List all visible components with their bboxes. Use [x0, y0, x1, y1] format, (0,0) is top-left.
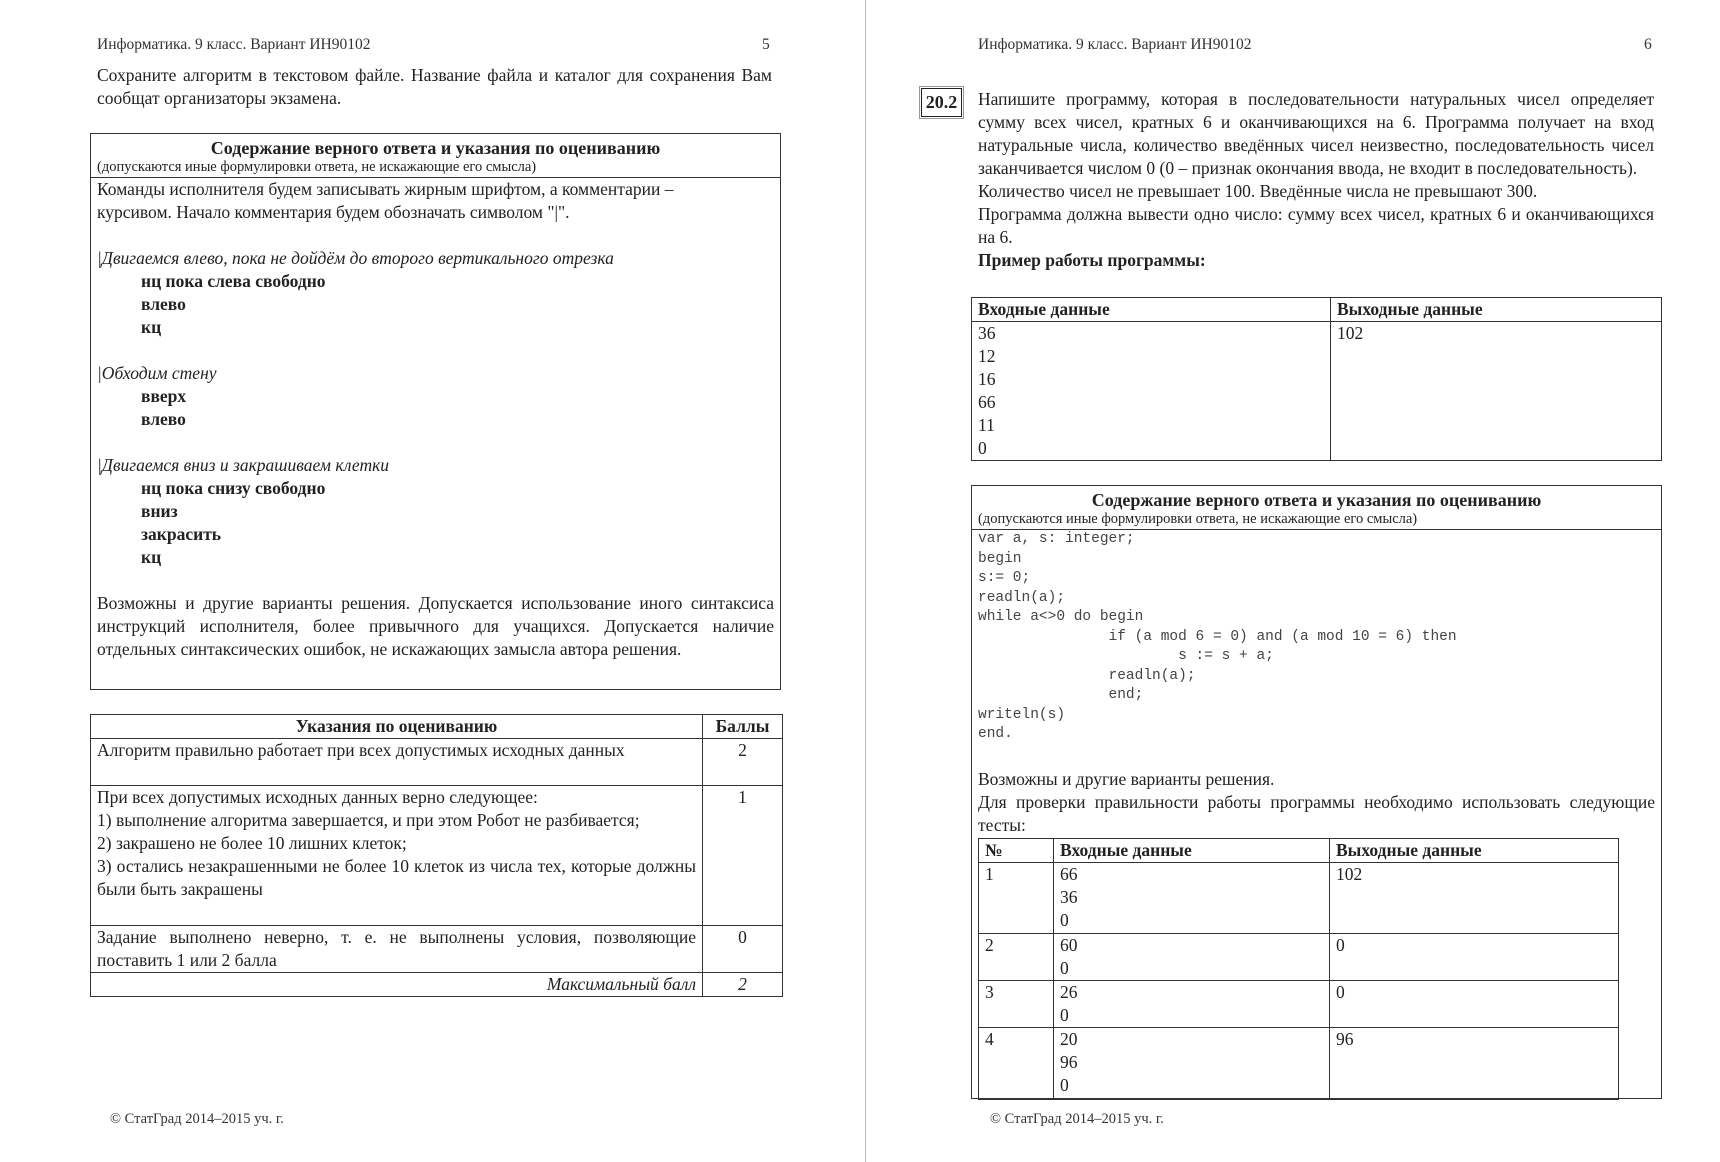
- max-score-label: Максимальный балл: [91, 973, 703, 997]
- text-line: курсивом. Начало комментария будем обозначать символом "|".: [97, 202, 570, 222]
- command-line: влево: [141, 294, 186, 314]
- test-input-value: 0: [1060, 958, 1069, 978]
- test-row: [979, 934, 1619, 981]
- test-input: [1054, 863, 1330, 934]
- command-line: вниз: [141, 501, 178, 521]
- test-row: [979, 863, 1619, 934]
- task-description: Напишите программу, которая в последовательности натуральных чисел определяет сумму всех чисел, кратных 6 и оканчивающихся на 6. Программа получает на вход натуральные числа, количество введённых чисел неизвестно, последовательность чисел заканчивается числом 0 (0 – признак окончания ввода, не входит в последовательность). Количество чисел не превышает 100. Введённые числа не превышают 300. Программа должна вывести одно число: сумму всех чисел, кратных 6 и оканчивающихся на 6. Пример работы программы:: [978, 89, 1654, 270]
- test-input: [1054, 1028, 1330, 1100]
- grading-row: Задание выполнено неверно, т. е. не выполнены условия, позволяющие поставить 1 или 2 балла 0: [91, 926, 783, 973]
- example-title: Пример работы программы:: [978, 250, 1206, 270]
- comment-line: |Двигаемся влево, пока не дойдём до второго вертикального отрезка: [97, 248, 614, 268]
- command-line: вверх: [141, 386, 187, 406]
- example-input-value: 16: [978, 369, 996, 389]
- points-col-header: Баллы: [703, 715, 783, 739]
- example-input-value: 36: [978, 323, 996, 343]
- command-line: закрасить: [141, 524, 222, 544]
- test-number: 2: [979, 934, 1054, 981]
- test-input-value: 0: [1060, 1075, 1069, 1095]
- test-number: 3: [979, 981, 1054, 1028]
- page-divider: [865, 0, 866, 1162]
- answer-box-title: Содержание верного ответа и указания по оцениванию: [210, 138, 661, 158]
- tests-intro: Для проверки правильности работы программы необходимо использовать следующие тесты:: [978, 791, 1655, 835]
- test-number: 4: [979, 1028, 1054, 1100]
- grading-col-header: Указания по оцениванию: [91, 715, 703, 739]
- answer-box-subtitle: (допускаются иные формулировки ответа, не искажающие его смысла): [97, 159, 537, 175]
- page-number: 5: [762, 36, 770, 53]
- comment-line: |Обходим стену: [97, 363, 217, 383]
- test-number: 1: [979, 863, 1054, 934]
- command-line: кц: [141, 547, 162, 567]
- example-input: [972, 322, 1331, 461]
- test-input-value: 36: [1060, 887, 1078, 907]
- test-input: [1054, 934, 1330, 981]
- text-line: Команды исполнителя будем записывать жирным шрифтом, а комментарии –: [97, 179, 674, 199]
- test-output: 102: [1330, 863, 1619, 934]
- example-input-value: 0: [978, 438, 987, 458]
- footer: © СтатГрад 2014–2015 уч. г.: [990, 1111, 1164, 1127]
- command-line: нц пока снизу свободно: [141, 478, 326, 498]
- example-table: Входные данные Выходные данные 36 12 16 66 11 0 102: [971, 297, 1662, 461]
- answer-box: [90, 133, 781, 690]
- test-input: [1054, 981, 1330, 1028]
- test-input-value: 20: [1060, 1029, 1078, 1049]
- test-input-value: 66: [1060, 864, 1078, 884]
- test-input-value: 0: [1060, 1005, 1069, 1025]
- example-output: 102: [1331, 322, 1662, 461]
- answer-lines: [91, 178, 780, 569]
- intro-text: Сохраните алгоритм в текстовом файле. Название файла и каталог для сохранения Вам сообщат организаторы экзамена.: [97, 65, 772, 108]
- command-line: влево: [141, 409, 186, 429]
- test-input-value: 26: [1060, 982, 1078, 1002]
- example-input-value: 12: [978, 346, 996, 366]
- example-input-value: 66: [978, 392, 996, 412]
- tests-table: № Входные данные Выходные данные 1 66 36 0 102 2 60 0 0 3 26 0 0 4 20 96 0 96: [978, 838, 1619, 1100]
- task-number: 20.2: [921, 88, 962, 117]
- example-input-value: 11: [978, 415, 995, 435]
- grading-table: [90, 714, 783, 997]
- max-score-value: 2: [703, 973, 783, 997]
- footer: © СтатГрад 2014–2015 уч. г.: [110, 1111, 284, 1127]
- answer-box-subtitle: (допускаются иные формулировки ответа, не искажающие его смысла): [978, 511, 1418, 527]
- test-input-value: 0: [1060, 910, 1069, 930]
- test-output: 96: [1330, 1028, 1619, 1100]
- command-line: нц пока слева свободно: [141, 271, 326, 291]
- test-output: 0: [1330, 981, 1619, 1028]
- grading-row: Алгоритм правильно работает при всех допустимых исходных данных 2: [91, 739, 783, 786]
- page-header: Информатика. 9 класс. Вариант ИН90102: [978, 36, 1252, 53]
- answer-note: Возможны и другие варианты решения.: [978, 768, 1275, 789]
- text-line: [97, 339, 774, 362]
- text-line: [97, 224, 774, 247]
- test-input-value: 60: [1060, 935, 1078, 955]
- page-header: Информатика. 9 класс. Вариант ИН90102: [97, 36, 371, 53]
- text-line: [97, 431, 774, 454]
- code-block: var a, s: integer; begin s:= 0; readln(a); while a<>0 do begin if (a mod 6 = 0) and (a mod 10 = 6) then s := s + a; readln(a); end; writeln(s) end.: [978, 531, 1457, 742]
- page-number: 6: [1644, 36, 1652, 53]
- grading-row: При всех допустимых исходных данных верно следующее: 1) выполнение алгоритма завершается, и при этом Робот не разбивается; 2) закрашено не более 10 лишних клеток; 3) остались незакрашенными не более 10 клеток из числа тех, которые должны были быть закрашены 1: [91, 786, 783, 926]
- test-row: [979, 981, 1619, 1028]
- command-line: кц: [141, 317, 162, 337]
- test-output: 0: [1330, 934, 1619, 981]
- test-input-value: 96: [1060, 1052, 1078, 1072]
- answer-note: Возможны и другие варианты решения. Допускается использование иного синтаксиса инструкций исполнителя, более привычного для учащихся. Допускается наличие отдельных синтаксических ошибок, не искажающих замысла автора решения.: [97, 593, 774, 659]
- answer-box-title: Содержание верного ответа и указания по оцениванию: [1091, 490, 1542, 510]
- comment-line: |Двигаемся вниз и закрашиваем клетки: [97, 455, 390, 475]
- test-row: [979, 1028, 1619, 1100]
